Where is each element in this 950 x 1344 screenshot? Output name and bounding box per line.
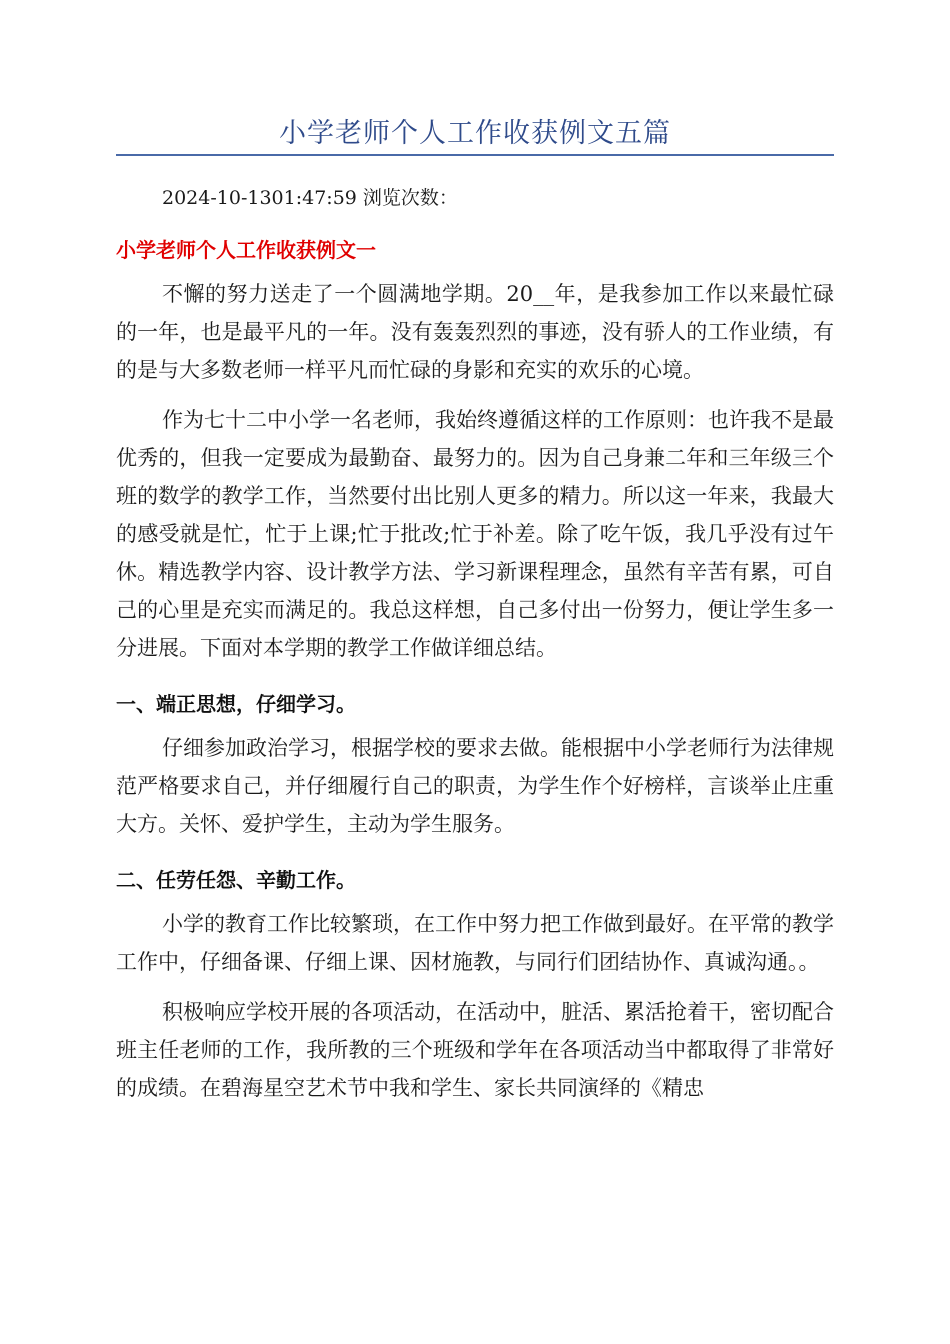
- paragraph-2b: 积极响应学校开展的各项活动，在活动中，脏活、累活抢着干，密切配合班主任老师的工作，我所教的三个班级和学年在各项活动当中都取得了非常好的成绩。在碧海星空艺术节中我和学生、家长共同演绎的《精忠: [116, 1000, 834, 1100]
- document-page: [116, 0, 834, 1107]
- section-heading: 小学老师个人工作收获例文一: [116, 238, 376, 262]
- paragraph-2a: 小学的教育工作比较繁琐，在工作中努力把工作做到最好。在平常的教学工作中，仔细备课、仔细上课、因材施教，与同行们团结协作、真诚沟通。。: [116, 912, 834, 974]
- subheading-2: 二、任劳任怨、辛勤工作。: [116, 868, 356, 892]
- paragraph-1: 仔细参加政治学习，根据学校的要求去做。能根据中小学老师行为法律规范严格要求自己，并仔细履行自己的职责，为学生作个好榜样，言谈举止庄重大方。关怀、爱护学生，主动为学生服务。: [116, 736, 834, 836]
- document-title: 小学老师个人工作收获例文五篇: [279, 118, 671, 149]
- paragraph-intro-2: 作为七十二中小学一名老师，我始终遵循这样的工作原则：也许我不是最优秀的，但我一定要成为最勤奋、最努力的。因为自己身兼二年和三年级三个班的数学的教学工作，当然要付出比别人更多的精力。所以这一年来，我最大的感受就是忙，忙于上课;忙于批改;忙于补差。除了吃午饭，我几乎没有过午休。精选教学内容、设计教学方法、学习新课程理念，虽然有辛苦有累，可自己的心里是充实而满足的。我总这样想，自己多付出一份努力，便让学生多一分进展。下面对本学期的教学工作做详细总结。: [116, 408, 834, 660]
- publish-meta: 2024-10-1301:47:59 浏览次数：: [162, 187, 458, 209]
- title-divider: [116, 154, 834, 156]
- paragraph-intro-1: 不懈的努力送走了一个圆满地学期。20__年，是我参加工作以来最忙碌的一年，也是最平凡的一年。没有轰轰烈烈的事迹，没有骄人的工作业绩，有的是与大多数老师一样平凡而忙碌的身影和充实的欢乐的心境。: [116, 282, 834, 382]
- subheading-1: 一、端正思想，仔细学习。: [116, 692, 356, 716]
